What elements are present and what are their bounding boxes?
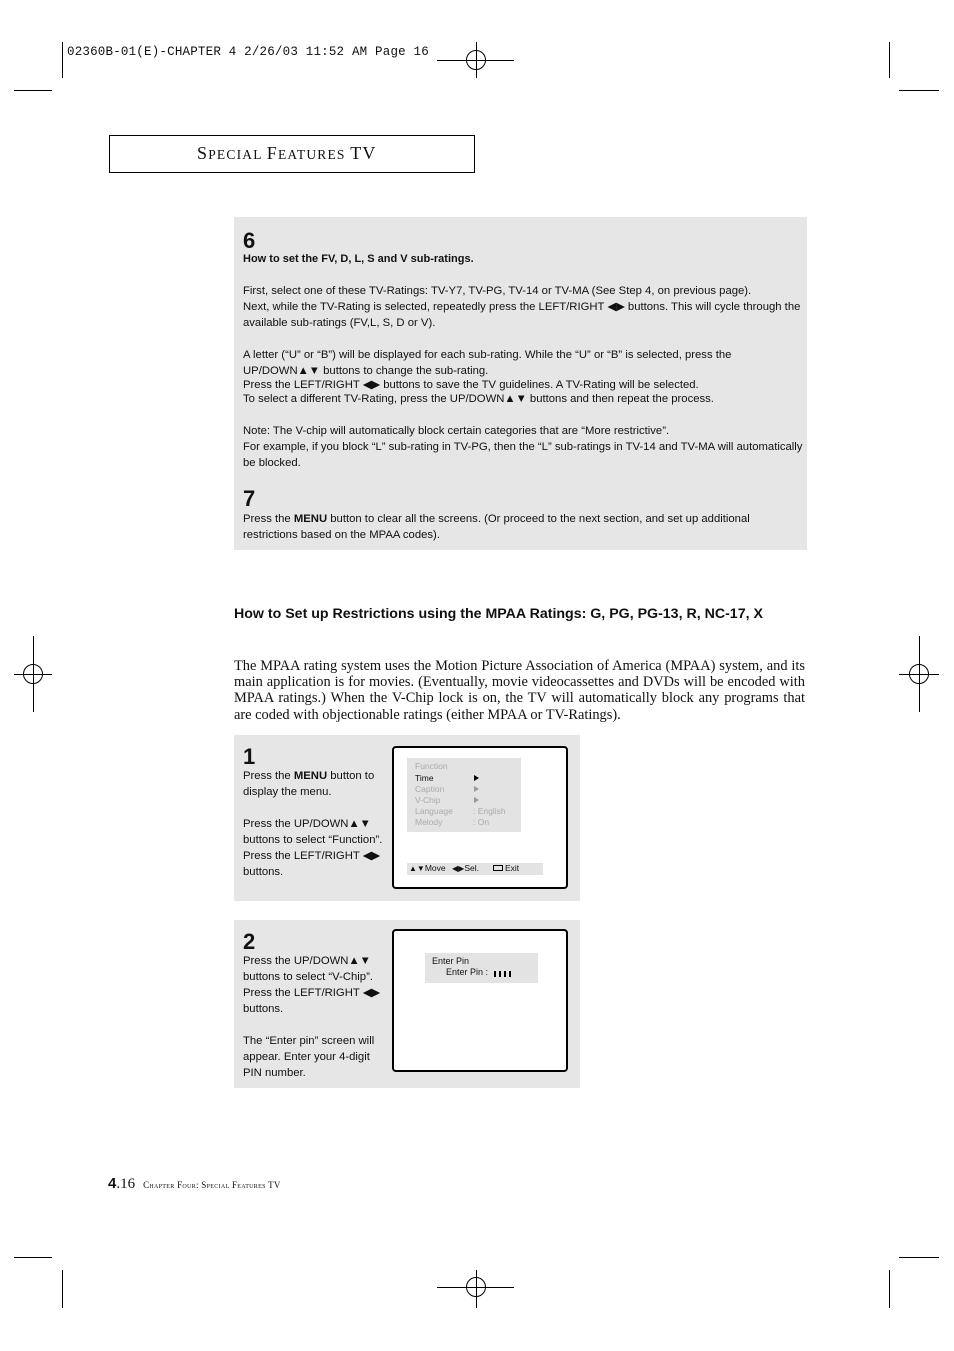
step-7-text: Press the MENU button to clear all the screens. (Or proceed to the next section, and set up additional restrictions based on the MPAA codes).: [243, 513, 750, 541]
section-title: How to Set up Restrictions using the MPAA Ratings: G, PG, PG-13, R, NC-17, X: [234, 606, 763, 622]
submenu-arrow-icon: [474, 786, 479, 792]
page-footer: [108, 1175, 281, 1193]
left-right-arrows-icon: ◀▶: [452, 864, 465, 873]
crop-mark: [889, 42, 890, 78]
chapter-header: [109, 135, 475, 173]
step-6-text: First, select one of these TV-Ratings: TV-Y7, TV-PG, TV-14 or TV-MA (See Step 4, on previous page). Next, while the TV-Rating is selected, repeatedly press the LEFT/RIGHT ◀▶ buttons. This will cycle through the available sub-ratings (FV,L, S, D or V). A letter (“U” or “B”) will be displayed for each sub-rating. While the “U” or “B” is selected, press the UP/DOWN▲▼ buttons to change the sub-rating. Press the LEFT/RIGHT ◀▶ buttons to save the TV guidelines. A TV-Rating will be selected. To select a different TV-Rating, press the UP/DOWN▲▼ buttons and then repeat the process. Note: The V-chip will automatically block certain categories that are “More restrictive”. For example, if you block “L” sub-rating in TV-PG, then the “L” sub-ratings in TV-14 and TV-MA will automatically be blocked.: [243, 285, 803, 469]
step-number: 2: [243, 929, 256, 954]
menu-item-time[interactable]: Time: [415, 773, 434, 783]
menu-status-bar: ▲▼Move ◀▶Sel. Exit: [407, 863, 543, 875]
menu-item-v-chip[interactable]: V-Chip: [415, 795, 441, 805]
tv-screen-function-menu: [392, 746, 568, 889]
footer-chapter-label: Chapter Four: Special Features TV: [143, 1180, 281, 1190]
chapter-number: 4: [108, 1175, 117, 1192]
crop-mark: [62, 1270, 63, 1308]
print-slug: 02360B-01(E)-CHAPTER 4 2/26/03 11:52 AM Page 16: [67, 45, 429, 59]
section-intro: The MPAA rating system uses the Motion Picture Association of America (MPAA) system, and its main application is for movies. (Eventually, movie videocassettes and DVDs will be encoded with MPAA ratings.) When the V-Chip lock is on, the TV will automatically block any programs that are coded with objectionable ratings (either MPAA or TV-Ratings).: [234, 658, 805, 723]
up-down-arrows-icon: ▲▼: [348, 818, 371, 830]
chapter-header-title: SPECIAL FEATURES TV: [197, 143, 377, 163]
submenu-arrow-icon: [474, 775, 479, 781]
left-right-arrows-icon: ◀▶: [362, 850, 381, 862]
enter-pin-title: Enter Pin: [432, 956, 470, 966]
left-right-arrows-icon: ◀▶: [362, 379, 381, 391]
menu-value-melody: : On: [473, 817, 490, 827]
menu-button-icon: [493, 865, 503, 871]
menu-value-language: : English: [473, 806, 506, 816]
step-number: 6: [243, 228, 256, 253]
menu-item-melody[interactable]: Melody: [415, 817, 443, 827]
step-1-panel: [234, 735, 580, 901]
steps-6-7-panel: [234, 217, 807, 550]
step-number: 7: [243, 486, 256, 511]
crop-mark: [899, 1257, 939, 1258]
up-down-arrows-icon: ▲▼: [409, 864, 425, 873]
left-right-arrows-icon: ◀▶: [607, 301, 625, 313]
crop-mark: [62, 42, 63, 78]
step-2-text: Press the UP/DOWN▲▼ buttons to select “V-Chip”. Press the LEFT/RIGHT ◀▶ buttons. The “Enter pin” screen will appear. Enter your 4-digit PIN number.: [243, 955, 381, 1079]
step-1-text: Press the MENU button to display the menu. Press the UP/DOWN▲▼ buttons to select “Function”. Press the LEFT/RIGHT ◀▶ buttons.: [243, 770, 383, 878]
up-down-arrows-icon: ▲▼: [504, 393, 527, 405]
enter-pin-box: [425, 953, 538, 983]
crop-mark: [889, 1270, 890, 1308]
enter-pin-prompt: Enter Pin :: [446, 967, 489, 977]
crop-mark: [899, 90, 939, 91]
page-number: .16: [116, 1176, 136, 1192]
step-2-panel: [234, 920, 580, 1088]
submenu-arrow-icon: [474, 797, 479, 803]
step-heading: How to set the FV, D, L, S and V sub-ratings.: [243, 253, 474, 265]
menu-title: Function: [415, 761, 448, 771]
tv-screen-enter-pin: [392, 929, 568, 1072]
step-number: 1: [243, 744, 256, 769]
up-down-arrows-icon: ▲▼: [348, 955, 371, 967]
crop-mark: [14, 1257, 52, 1258]
menu-item-caption[interactable]: Caption: [415, 784, 445, 794]
function-menu: [407, 758, 521, 832]
left-right-arrows-icon: ◀▶: [362, 987, 381, 999]
crop-mark: [14, 90, 52, 91]
up-down-arrows-icon: ▲▼: [297, 365, 320, 377]
menu-item-language[interactable]: Language: [415, 806, 453, 816]
